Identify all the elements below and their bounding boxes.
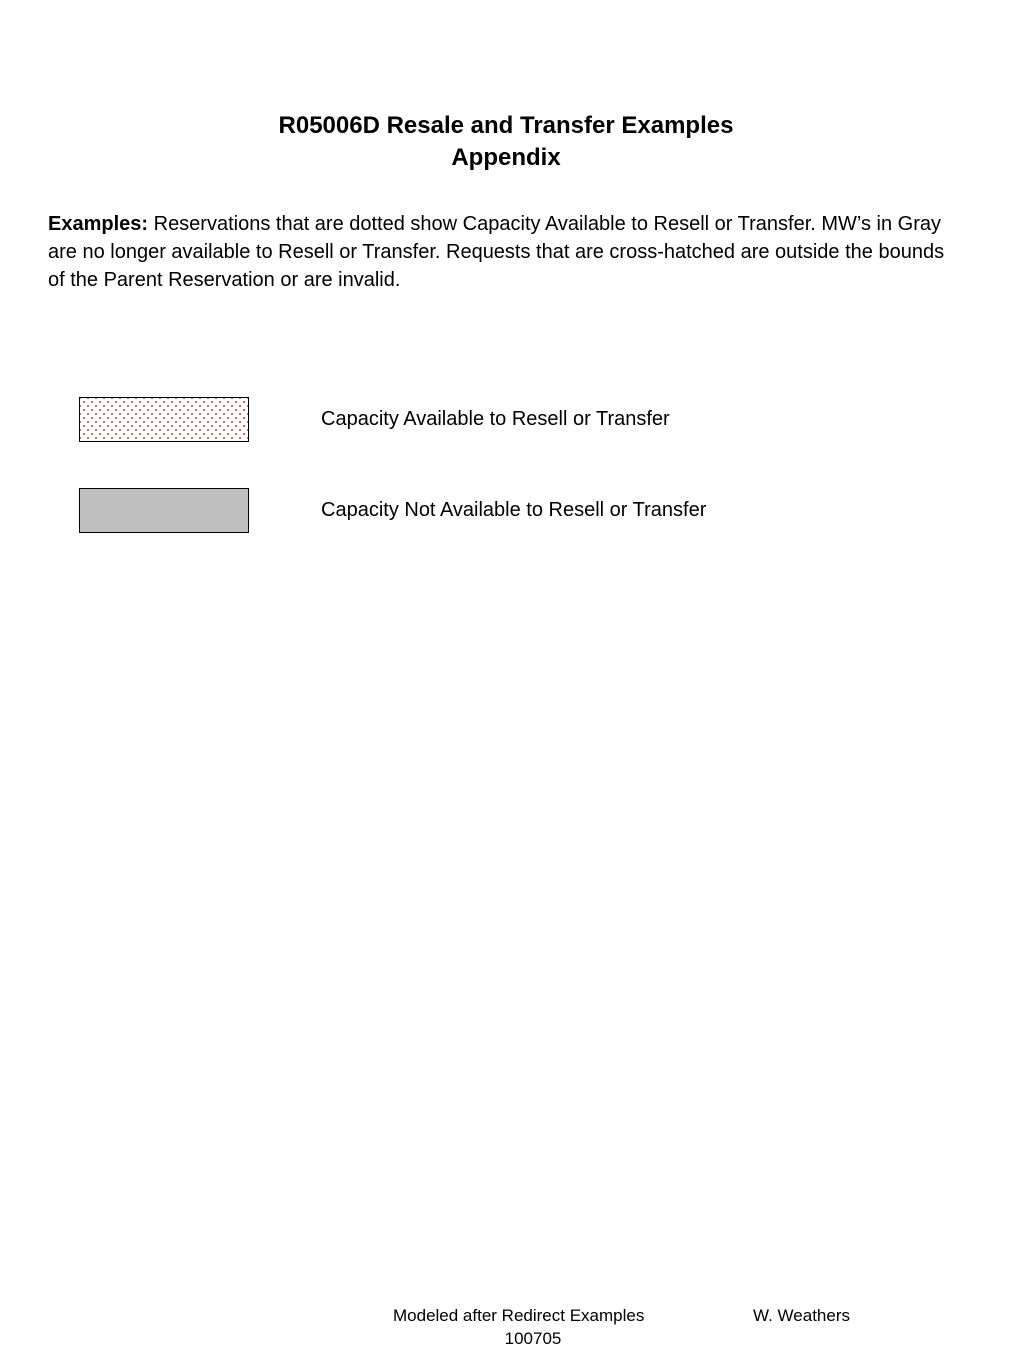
legend-swatch-not-available — [79, 488, 249, 533]
intro-text: Reservations that are dotted show Capacity Available to Resell or Transfer. MW’s in Gray are no longer available to Resell or Transfer. Requests that are cross-hatched are outside the bounds of the Parent Reservation or are invalid. — [48, 213, 945, 291]
intro-paragraph — [48, 210, 948, 294]
legend-swatch-available — [79, 397, 249, 442]
title-line-2: Appendix — [451, 144, 561, 171]
footer-author: W. Weathers — [753, 1306, 850, 1325]
footer-source: Modeled after Redirect Examples — [393, 1306, 645, 1325]
legend-label-not-available: Capacity Not Available to Resell or Transfer — [321, 499, 707, 521]
title-line-1: R05006D Resale and Transfer Examples — [278, 112, 734, 139]
page-title — [0, 110, 1012, 174]
legend-label-available: Capacity Available to Resell or Transfer — [321, 408, 670, 430]
footer-date: 100705 — [504, 1329, 562, 1348]
intro-label: Examples: — [48, 213, 149, 235]
